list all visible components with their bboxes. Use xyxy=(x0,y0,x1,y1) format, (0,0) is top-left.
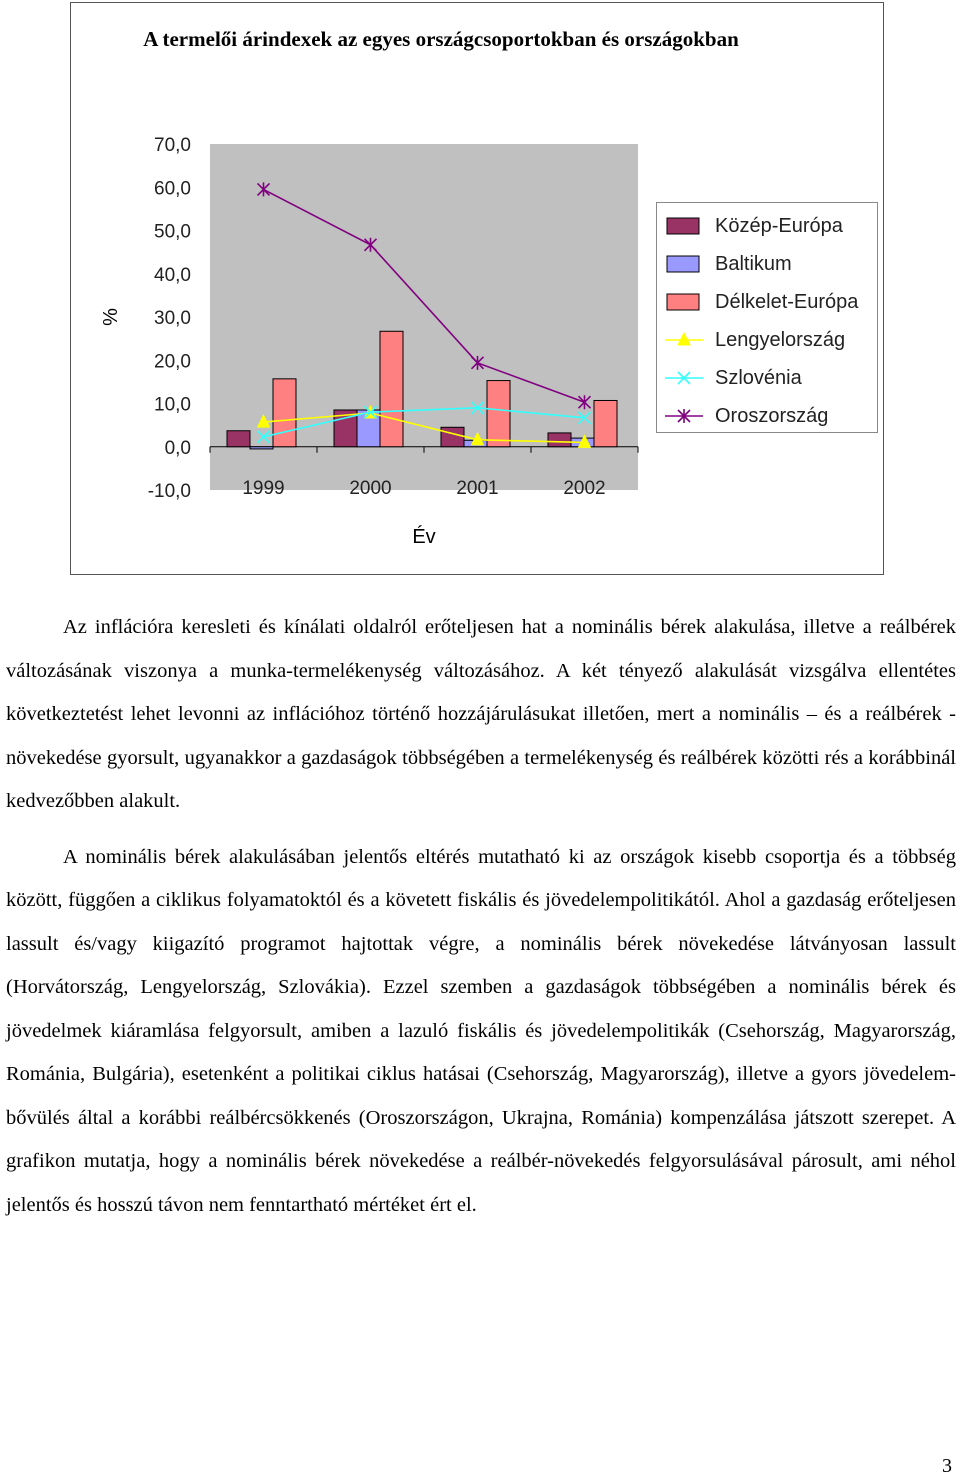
legend-swatch xyxy=(665,404,705,428)
bar xyxy=(273,379,296,447)
bar xyxy=(441,427,464,446)
bar xyxy=(487,381,510,447)
y-tick-label: 30,0 xyxy=(154,308,191,329)
x-axis-title: Év xyxy=(412,526,436,548)
bar xyxy=(227,431,250,447)
legend-label: Közép-Európa xyxy=(715,215,843,237)
y-tick-label: 60,0 xyxy=(154,178,191,200)
paragraph-1: Az inflációra keresleti és kínálati oldalról erőteljesen hat a nominális bérek alakulása, illetve a reálbérek változásának viszonya a munka-termelékenység változásához. A két tényező alakulását vizsgálva ellentétes következtetést lehet levonni az inflációhoz történő hozzájárulásukat illetően, mert a nominális – és a reálbérek - növekedése gyorsult, ugyanakkor a gazdaságok többségében a termelékenység és reálbérek közötti rés a korábbinál kedvezőbben alakult. xyxy=(6,616,956,812)
article-text xyxy=(6,606,956,1227)
paragraph-2: A nominális bérek alakulásában jelentős eltérés mutatható ki az országok kisebb csoportja és a többség között, függően a ciklikus folyamatoktól és a követett fiskális és jövedelempolitikától. Ahol a gazdaság erőteljesen lassult és/vagy kiigazító programot hajtottak végre, a nominális bérek növekedése látványosan lassult (Horvátország, Lengyelország, Szlovákia). Ezzel szemben a gazdaságok többségében a nominális bérek és jövedelmek kiáramlása felgyorsult, amiben a lazuló fiskális és jövedelempolitikák (Csehország, Magyarország, Románia, Bulgária), esetenként a politikai ciklus hatásai (Csehország, Magyarország), illetve a gyors jövedelem-bővülés által a korábbi reálbércsökkenés (Oroszországon, Ukrajna, Románia) kompenzálása játszott szerepet. A grafikon mutatja, hogy a nominális bérek növekedése a reálbér-növekedés felgyorsulásával párosult, ami néhol jelentős és hosszú távon nem fenntartható mértéket ért el. xyxy=(6,845,956,1216)
legend-swatch xyxy=(665,290,705,314)
legend-label: Baltikum xyxy=(715,253,792,275)
x-tick-label: 2001 xyxy=(456,478,499,499)
y-axis-title: % xyxy=(100,308,122,326)
y-tick-label: 10,0 xyxy=(154,394,191,416)
page-number: 3 xyxy=(942,1455,952,1477)
y-tick-label: 0,0 xyxy=(164,437,191,459)
legend-label: Oroszország xyxy=(715,405,829,427)
chart-title: A termelői árindexek az egyes országcsoportokban és országokban xyxy=(143,27,739,51)
legend-item xyxy=(665,364,875,394)
y-tick-label: 40,0 xyxy=(154,264,191,286)
legend-item xyxy=(665,326,875,356)
y-tick-label: 50,0 xyxy=(154,221,191,243)
legend-label: Délkelet-Európa xyxy=(715,291,859,313)
x-tick-label: 2000 xyxy=(349,478,392,499)
x-tick-label: 1999 xyxy=(242,478,285,499)
x-tick-label: 2002 xyxy=(563,478,606,499)
chart-legend xyxy=(656,202,878,433)
legend-item xyxy=(665,212,875,242)
legend-swatch xyxy=(665,252,705,276)
bar xyxy=(594,400,617,446)
y-tick-label: 20,0 xyxy=(154,351,191,373)
y-tick-label: -10,0 xyxy=(147,481,191,502)
legend-label: Szlovénia xyxy=(715,367,802,389)
legend-item xyxy=(665,288,875,318)
legend-swatch xyxy=(665,366,705,390)
legend-swatch xyxy=(665,214,705,238)
legend-swatch xyxy=(665,328,705,352)
bar xyxy=(250,447,273,449)
bar xyxy=(548,433,571,447)
legend-item xyxy=(665,402,875,432)
legend-label: Lengyelország xyxy=(715,329,846,351)
chart-container xyxy=(70,2,884,575)
bar xyxy=(380,331,403,446)
legend-item xyxy=(665,250,875,280)
y-tick-label: 70,0 xyxy=(154,135,191,156)
